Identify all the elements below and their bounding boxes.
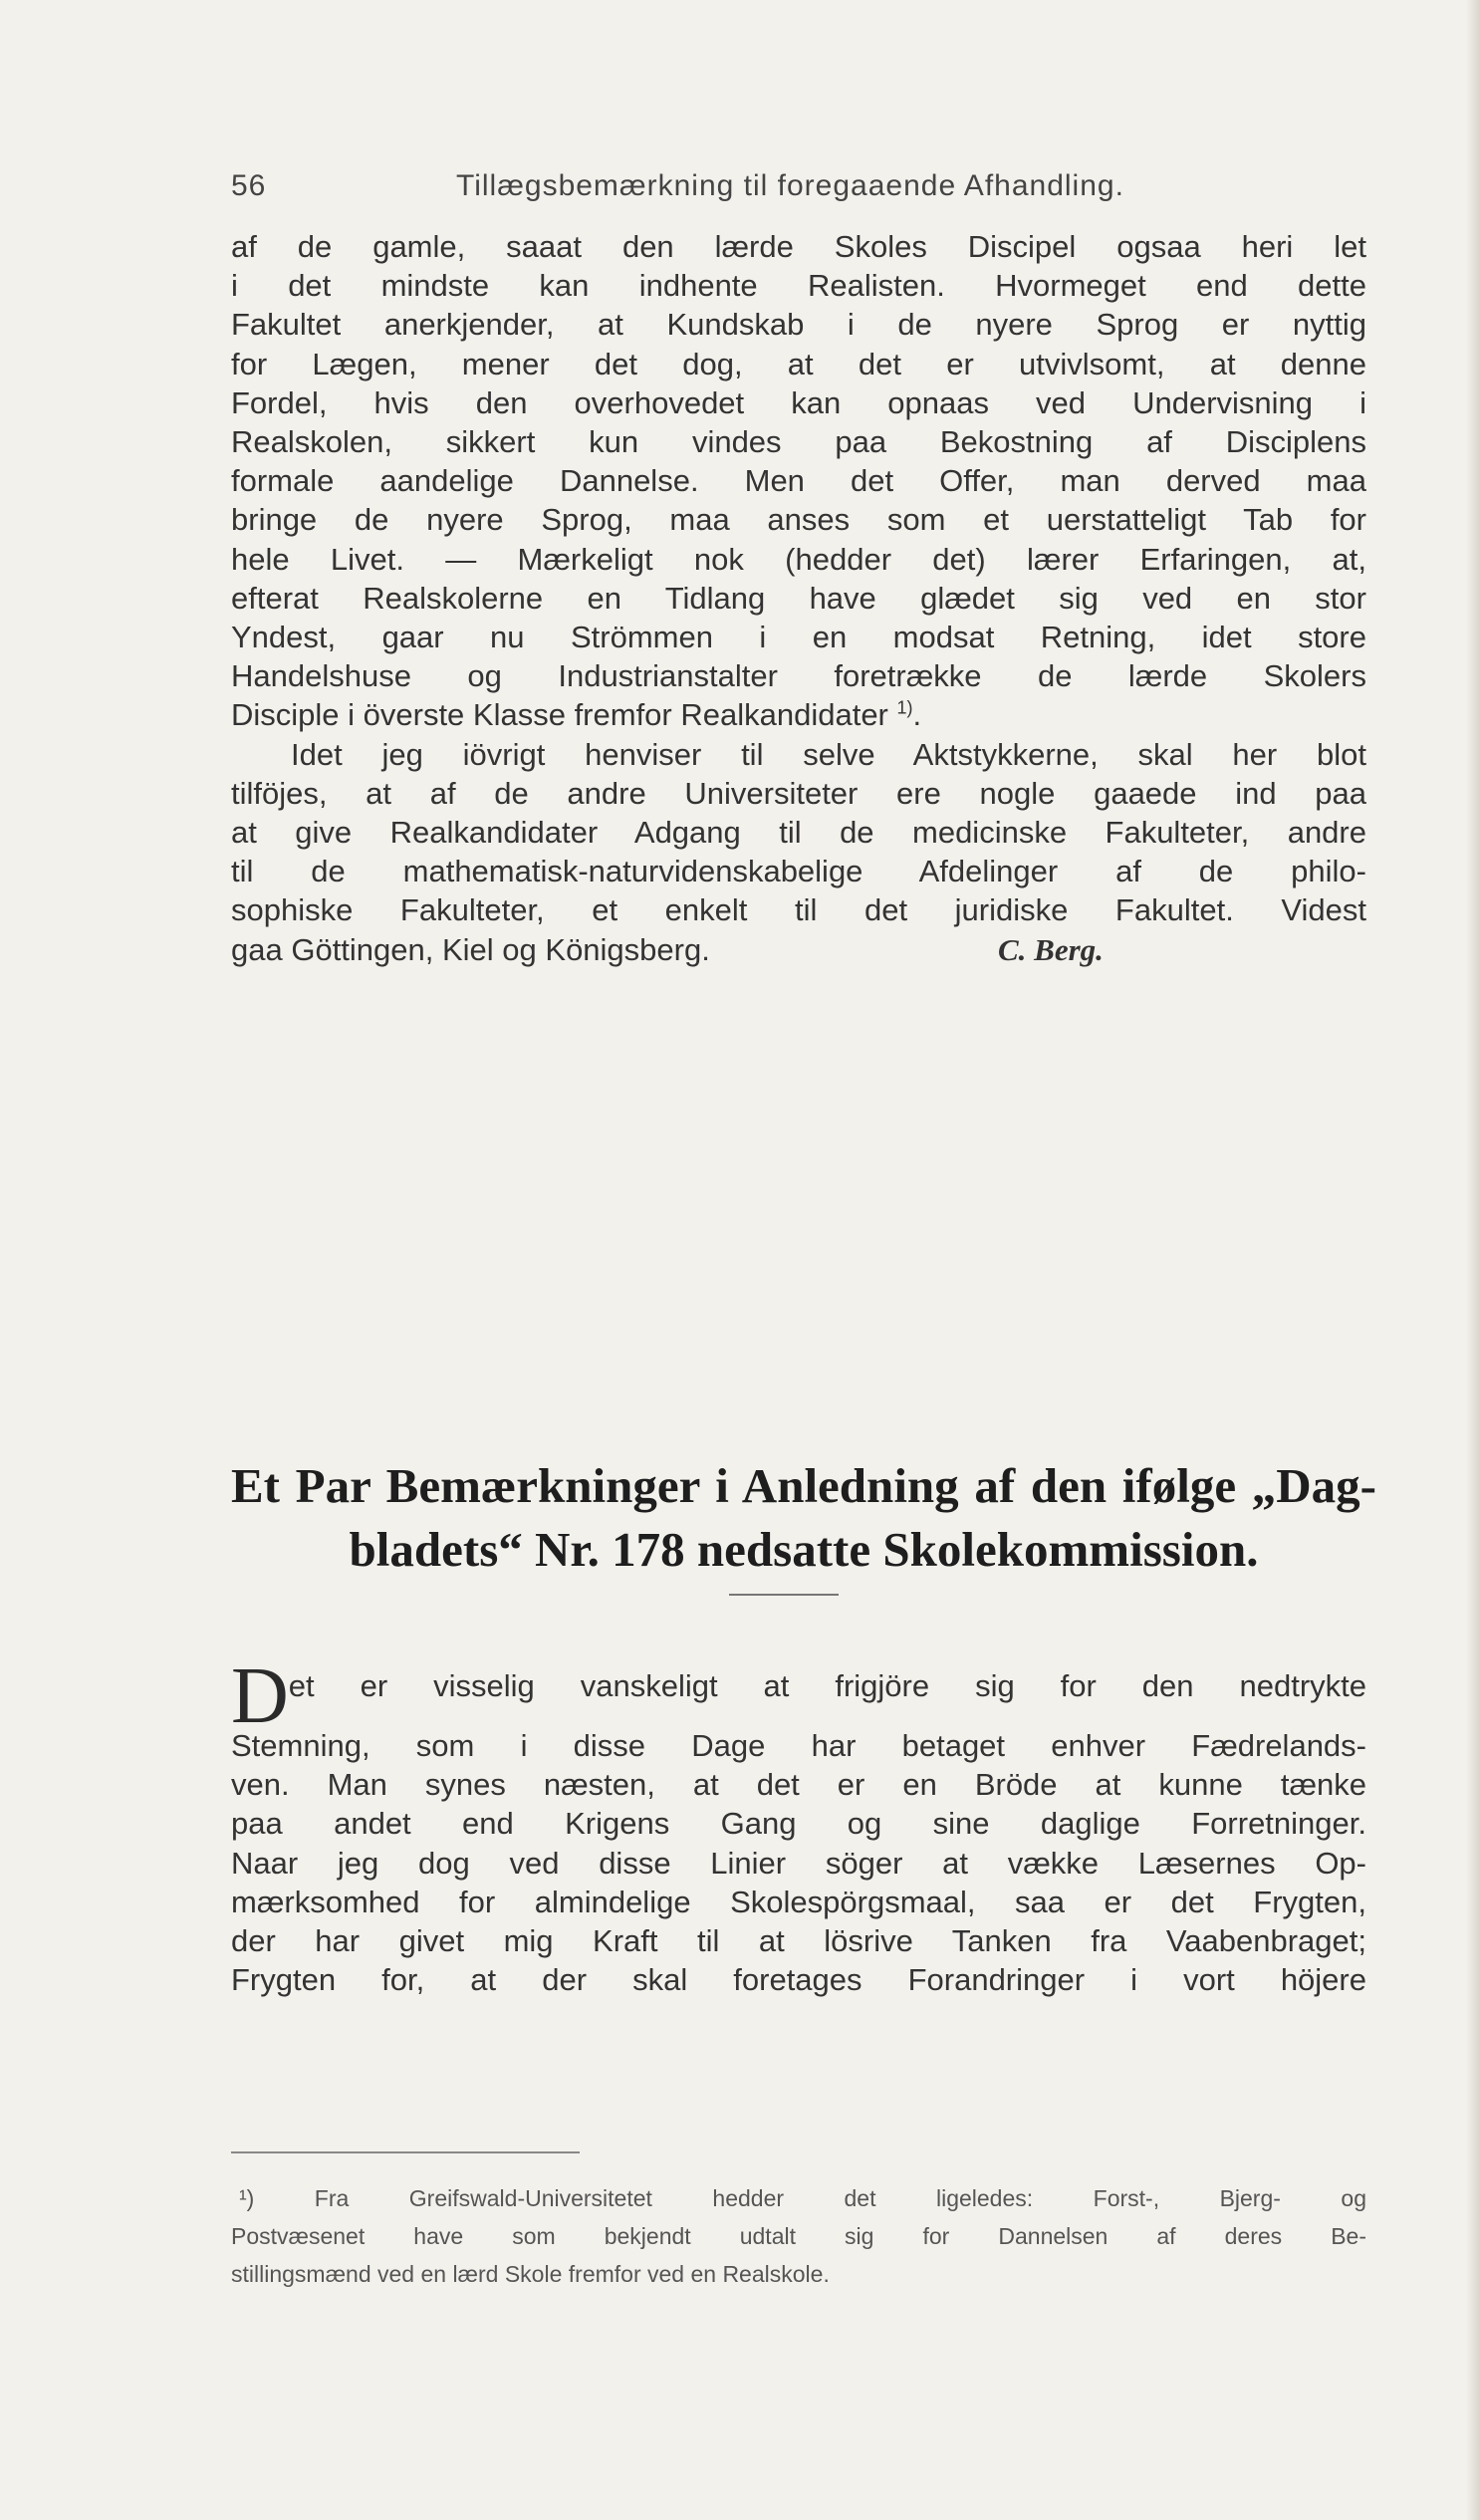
text-line: Yndest, gaar nu Strömmen i en modsat Retning, idet store (231, 620, 1366, 655)
text-line: Stemning, som i disse Dage har betaget enhver Fædrelands- (231, 1728, 1366, 1763)
text-line: Naar jeg dog ved disse Linier söger at vække Læsernes Op- (231, 1845, 1366, 1881)
text-line: bringe de nyere Sprog, maa anses som et uerstatteligt Tab for (231, 502, 1366, 538)
text-line: Disciple i överste Klasse fremfor Realkandidater (231, 697, 888, 733)
text-line: i det mindste kan indhente Realisten. Hvormeget end dette (231, 268, 1366, 304)
footnote (231, 2179, 1366, 2293)
text-line: Idet jeg iövrigt henviser til selve Aktstykkerne, skal her blot (291, 736, 1366, 772)
text-line-with-footnote (231, 695, 1366, 734)
text-line: formale aandelige Dannelse. Men det Offer, man derved maa (231, 463, 1366, 499)
last-line-with-signature (231, 930, 1366, 969)
footnote-reference[interactable]: 1) (896, 698, 913, 719)
page-number: 56 (231, 169, 267, 202)
title-line-2: bladets“ Nr. 178 nedsatte Skolekommission. (349, 1522, 1259, 1577)
author-signature: C. Berg. (998, 931, 1104, 967)
text-line: Realskolen, sikkert kun vindes paa Bekostning af Disciplens (231, 424, 1366, 460)
footnote-line: stillingsmænd ved en lærd Skole fremfor ved en Realskole. (231, 2261, 830, 2287)
text-line: et er visselig vanskeligt at frigjöre sig for den nedtrykte (288, 1668, 1366, 1703)
text-line: hele Livet. — Mærkeligt nok (hedder det) lærer Erfaringen, at, (231, 541, 1366, 577)
title-line-1: Et Par Bemærkninger i Anledning af den ifølge „Dag- (231, 1458, 1376, 1513)
text-line: sophiske Fakulteter, et enkelt til det juridiske Fakultet. Videst (231, 892, 1366, 928)
page-edge-shadow (1466, 0, 1480, 2520)
page-header (231, 169, 1376, 209)
text-line: tilföjes, at af de andre Universiteter ere nogle gaaede ind paa (231, 775, 1366, 811)
text-line: af de gamle, saaat den lærde Skoles Discipel ogsaa heri let (231, 229, 1366, 264)
footnote-divider (231, 2151, 580, 2153)
text-line: Frygten for, at der skal foretages Forandringer i vort höjere (231, 1962, 1366, 1998)
text-line: der har givet mig Kraft til at lösrive Tanken fra Vaabenbraget; (231, 1923, 1366, 1959)
text-line: gaa Göttingen, Kiel og Königsberg. (231, 931, 710, 967)
section-previous-article (231, 227, 1366, 969)
text-line: Fordel, hvis den overhovedet kan opnaas ved Undervisning i (231, 384, 1366, 420)
text-line: paa andet end Krigens Gang og sine daglige Forretninger. (231, 1806, 1366, 1842)
article-body (231, 1652, 1366, 1999)
text-line: til de mathematisk-naturvidenskabelige Afdelinger af de philo- (231, 854, 1366, 889)
drop-cap: D (231, 1652, 289, 1740)
text-line: mærksomhed for almindelige Skolespörgsmaal, saa er det Frygten, (231, 1884, 1366, 1919)
footnote-line: Postvæsenet have som bekjendt udtalt sig for Dannelsen af deres Be- (231, 2223, 1366, 2249)
text-line: Handelshuse og Industrianstalter foretrække de lærde Skolers (231, 658, 1366, 694)
end-punctuation: . (912, 697, 922, 733)
text-line: for Lægen, mener det dog, at det er utvivlsomt, at denne (231, 346, 1366, 381)
text-line: ven. Man synes næsten, at det er en Bröde at kunne tænke (231, 1767, 1366, 1803)
text-line: Fakultet anerkjender, at Kundskab i de nyere Sprog er nyttig (231, 307, 1366, 343)
running-title: Tillægsbemærkning til foregaaende Afhandling. (456, 169, 1124, 202)
article-title (231, 1454, 1376, 1582)
footnote-line: ¹) Fra Greifswald-Universitetet hedder det ligeledes: Forst-, Bjerg- og (239, 2185, 1366, 2211)
text-line: efterat Realskolerne en Tidlang have glædet sig ved en stor (231, 580, 1366, 616)
text-line: at give Realkandidater Adgang til de medicinske Fakulteter, andre (231, 815, 1366, 851)
title-divider (729, 1594, 839, 1596)
